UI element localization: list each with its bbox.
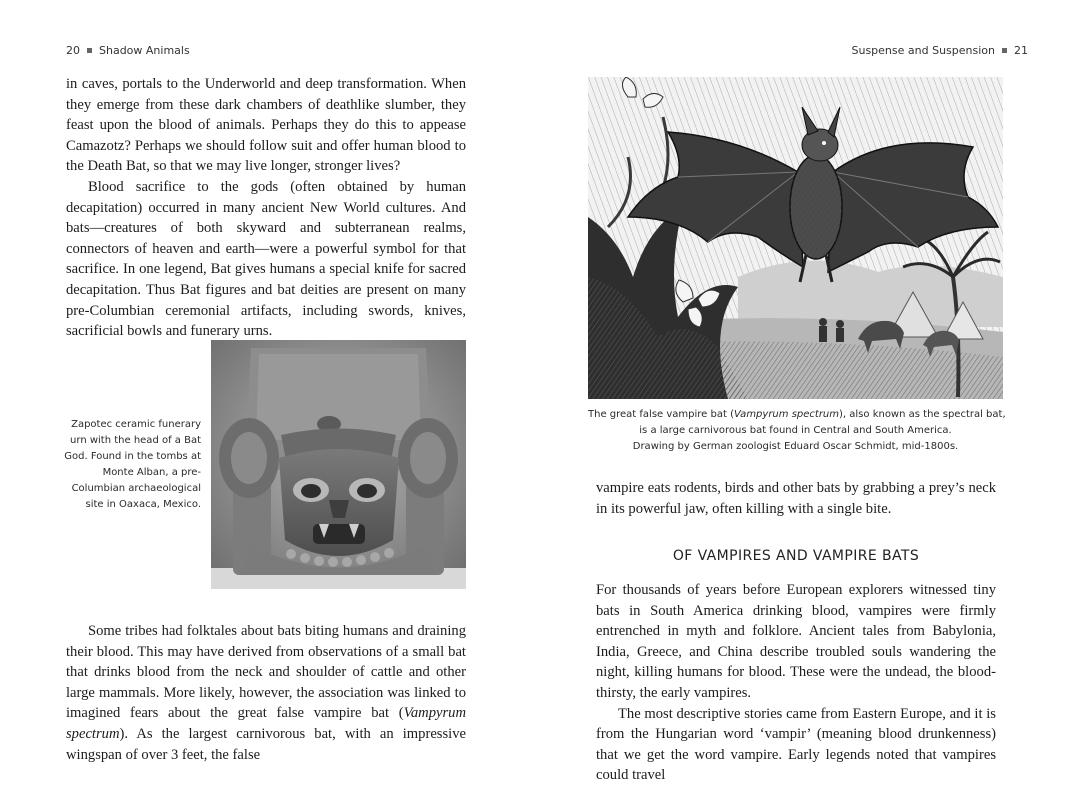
caption-line: is a large carnivorous bat found in Central and South America. (639, 425, 952, 436)
left-text-bottom (66, 621, 466, 765)
caption-line (588, 407, 1006, 423)
paragraph: The most descriptive stories came from Eastern Europe, and it is from the Hungarian word ‘vampir’ (meaning blood drunkenness) that we get the word vampire. Early legends noted that vampires could travel (596, 705, 996, 784)
caption-line: Drawing by German zoologist Eduard Oscar Schmidt, mid-1800s. (632, 441, 959, 452)
right-running-title: Suspense and Suspension (851, 43, 995, 57)
left-running-head (66, 42, 190, 58)
left-running-title: Shadow Animals (99, 43, 190, 57)
square-bullet-icon (1002, 48, 1007, 53)
species-name: Vampyrum spectrum (733, 409, 840, 420)
paragraph: vampire eats rodents, birds and other bats by grabbing a prey’s neck in its powerful jaw, often killing with a single bite. (596, 480, 996, 517)
text-span: The great false vampire bat ( (588, 409, 734, 420)
square-bullet-icon (87, 48, 92, 53)
paragraph: in caves, portals to the Underworld and deep transformation. When they emerge from these dark chambers of deathlike slumber, they feast upon the blood of animals. Perhaps they do this to appease Camazotz? Perhaps we should follow suit and offer human blood to the Death Bat, so that we may live longer, stronger lives? (66, 76, 466, 175)
species-name: Vampyrum spectrum (66, 705, 466, 742)
paragraph: For thousands of years before European explorers witnessed tiny bats in South America drinking blood, vampires were firmly entrenched in myth and folklore. Ancient tales from Babylonia, India, Greece, and China describe troubled souls wandering the night, killing humans for blood. These were the undead, the blood-thirsty, the early vampires. (596, 582, 996, 701)
right-running-head (852, 42, 1029, 58)
right-page-number: 21 (1014, 43, 1028, 57)
paragraph (66, 621, 466, 765)
right-text-continuation (596, 478, 996, 519)
left-page-number: 20 (66, 43, 80, 57)
vampire-bat-engraving (588, 77, 1003, 399)
paragraph: Blood sacrifice to the gods (often obtained by human decapitation) occurred in many ancient New World cultures. And bats—creatures of both skyward and subterranean realms, connectors of heaven and earth—were a powerful symbol for that sacrifice. In one legend, Bat gives humans a special knife for sacred decapitation. Thus Bat figures and bat deities are present on many pre-Columbian ceremonial artifacts, including swords, knives, sacrificial bowls and funerary urns. (66, 178, 466, 340)
left-text-top (66, 74, 466, 342)
text-span: ). As the largest carnivorous bat, with an impressive wingspan of over 3 feet, the false (66, 725, 466, 763)
right-text-section (596, 580, 996, 786)
text-span: ), also known as the spectral bat, (839, 409, 1006, 420)
bat-figure-caption (588, 407, 1006, 455)
funerary-urn-photo (211, 340, 466, 589)
section-heading: OF VAMPIRES AND VAMPIRE BATS (672, 548, 920, 564)
urn-figure-caption: Zapotec ceramic funerary urn with the head of a Bat God. Found in the tombs at Monte Alban, a pre-Columbian archaeological site in Oaxaca, Mexico. (64, 419, 201, 510)
text-span: Some tribes had folktales about bats biting humans and draining their blood. This may have derived from observations of a small bat that drinks blood from the neck and shoulder of cattle and other large mammals. More likely, however, the association was linked to imagined fears about the great false vampire bat ( (66, 623, 466, 722)
